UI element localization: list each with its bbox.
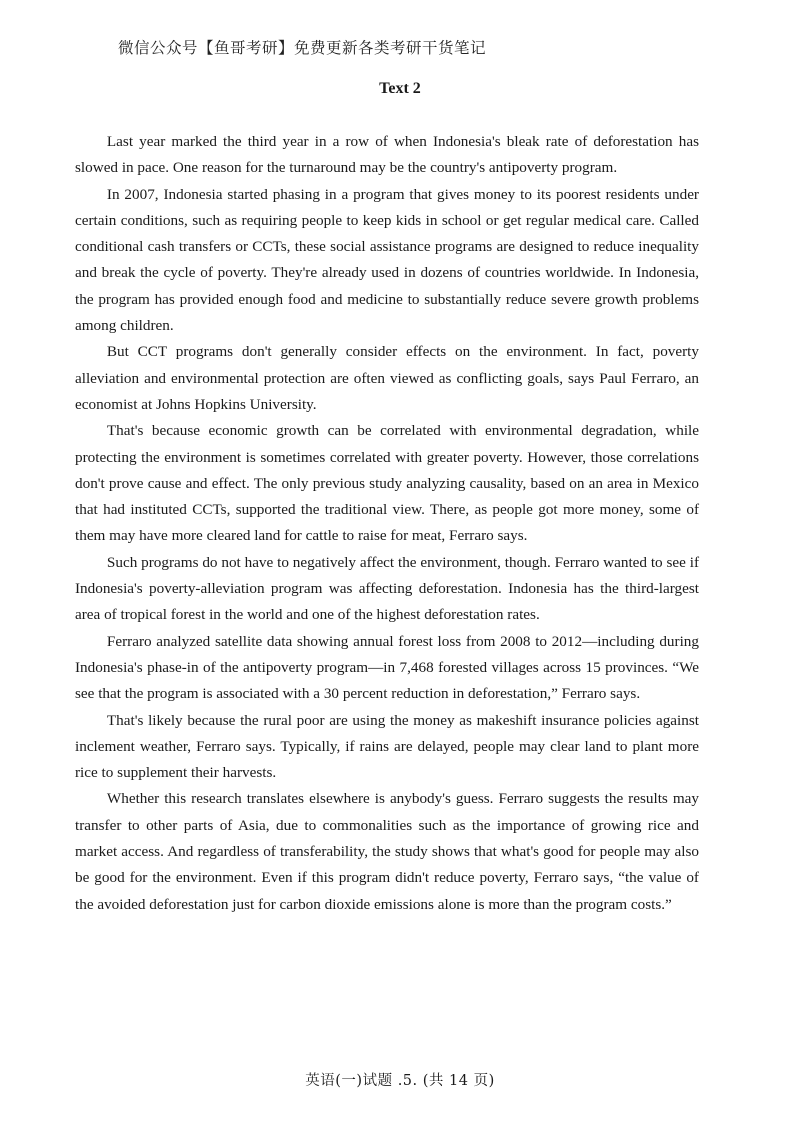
paragraph-8: Whether this research translates elsewhere is anybody's guess. Ferraro suggests the results may transfer to other parts of Asia, due to commonalities such as the importance of growing rice and market access. And regardless of transferability, the study shows that what's good for people may also be good for the environment. Even if this program didn't reduce poverty, Ferraro says, “the value of the avoided deforestation just for carbon dioxide emissions alone is more than the program costs.” bbox=[75, 790, 699, 913]
page-footer: 英语(一)试题 .5. (共 14 页) bbox=[305, 1073, 495, 1089]
paragraph-5: Such programs do not have to negatively affect the environment, though. Ferraro wanted to see if Indonesia's poverty-alleviation program was affecting deforestation. Indonesia has the third-largest area of tropical forest in the world and one of the highest deforestation rates. bbox=[75, 553, 699, 624]
page-title: Text 2 bbox=[379, 80, 421, 97]
passage-body bbox=[75, 129, 699, 918]
paragraph-6: Ferraro analyzed satellite data showing annual forest loss from 2008 to 2012—including during Indonesia's phase-in of the antipoverty program—in 7,468 forested villages across 15 provinces. “We see that the program is associated with a 30 percent reduction in deforestation,” Ferraro says. bbox=[75, 632, 699, 703]
paragraph-7: That's likely because the rural poor are using the money as makeshift insurance policies against inclement weather, Ferraro says. Typically, if rains are delayed, people may clear land to plant more rice to supplement their harvests. bbox=[75, 711, 699, 782]
paragraph-4: That's because economic growth can be correlated with environmental degradation, while protecting the environment is sometimes correlated with greater poverty. However, those correlations don't prove cause and effect. The only previous study analyzing causality, based on an area in Mexico that had instituted CCTs, supported the traditional view. There, as people got more money, some of them may have more cleared land for cattle to raise for meat, Ferraro says. bbox=[75, 422, 699, 545]
paragraph-2: In 2007, Indonesia started phasing in a program that gives money to its poorest residents under certain conditions, such as requiring people to keep kids in school or get regular medical care. Called conditional cash transfers or CCTs, these social assistance programs are designed to reduce inequality and break the cycle of poverty. They're already used in dozens of countries worldwide. In Indonesia, the program has provided enough food and medicine to substantially reduce severe growth problems among children. bbox=[75, 185, 699, 335]
paragraph-1: Last year marked the third year in a row of when Indonesia's bleak rate of deforestation has slowed in pace. One reason for the turnaround may be the country's antipoverty program. bbox=[75, 133, 699, 177]
paragraph-3: But CCT programs don't generally consider effects on the environment. In fact, poverty alleviation and environmental protection are often viewed as conflicting goals, says Paul Ferraro, an economist at Johns Hopkins University. bbox=[75, 343, 699, 413]
watermark-header: 微信公众号【鱼哥考研】免费更新各类考研干货笔记 bbox=[118, 39, 487, 57]
